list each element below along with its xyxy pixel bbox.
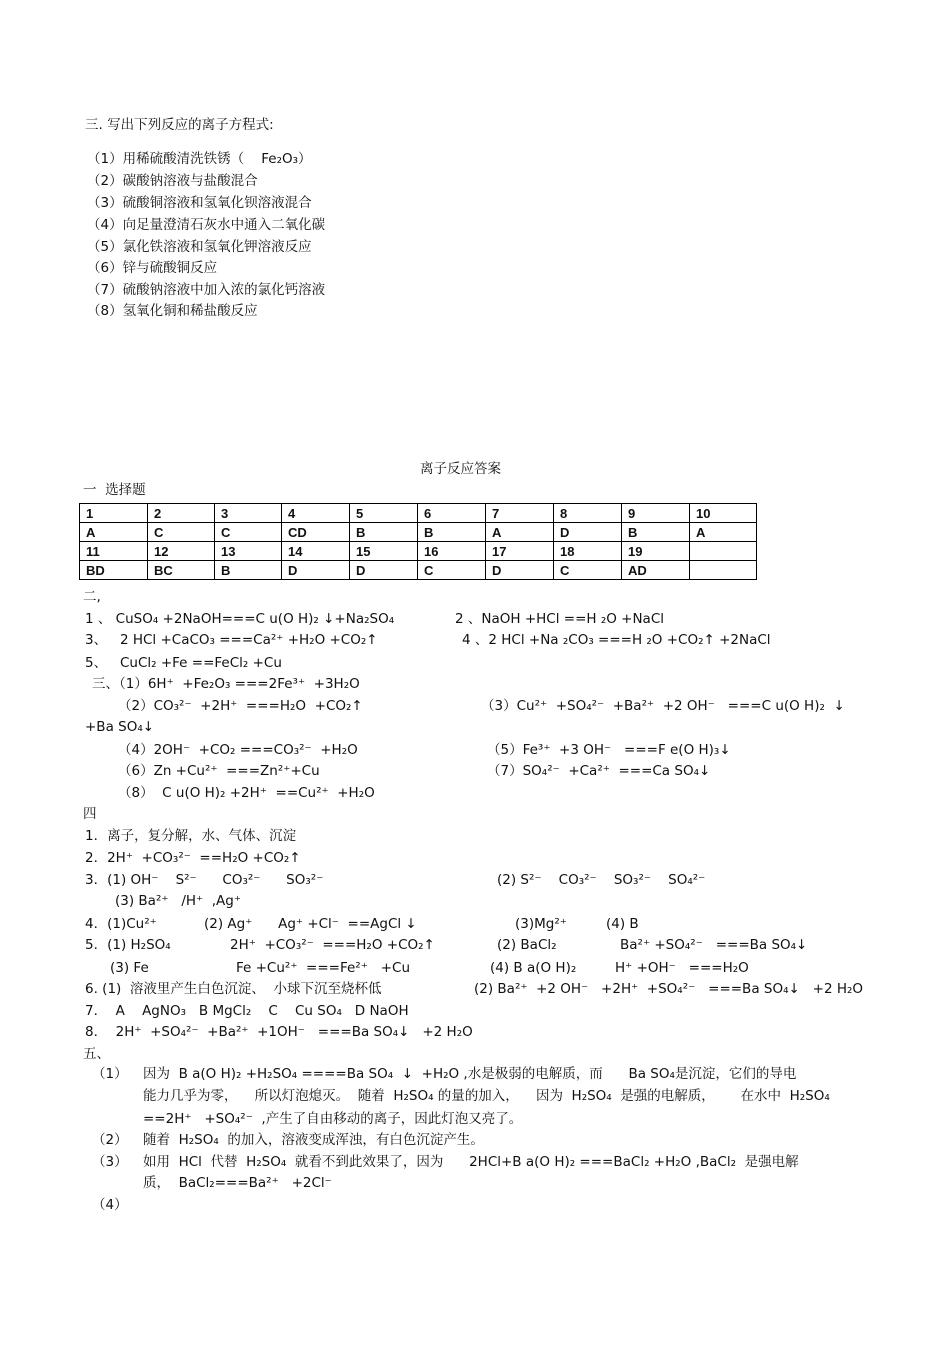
table-cell: 8	[554, 504, 622, 523]
question-item: （3）硫酸铜溶液和氢氧化钡溶液混合	[87, 195, 312, 211]
answer-line: （4）2OH⁻ +CO₂ ===CO₃²⁻ +H₂O	[118, 742, 358, 758]
answer-line: 质， BaCl₂===Ba²⁺ +2Cl⁻	[143, 1175, 332, 1191]
table-cell: 9	[622, 504, 690, 523]
table-cell: A	[486, 523, 554, 542]
answer-line: （5）Fe³⁺ +3 OH⁻ ===F e(O H)₃↓	[487, 742, 731, 758]
table-cell	[690, 542, 757, 561]
table-cell: 12	[148, 542, 215, 561]
table-cell: C	[148, 523, 215, 542]
answer-line: (4) B	[606, 916, 639, 932]
question-item: （8）氢氧化铜和稀盐酸反应	[87, 303, 258, 319]
answer-line: 2H⁺ +CO₃²⁻ ===H₂O +CO₂↑	[230, 937, 435, 953]
answer-line: （4）	[92, 1197, 128, 1213]
answer-line: （2）	[92, 1132, 128, 1148]
answer-line: (3) Ba²⁺ /H⁺ ,Ag⁺	[115, 893, 241, 909]
answer-line: (2) BaCl₂	[497, 937, 557, 953]
answer-line: H⁺ +OH⁻ ===H₂O	[615, 960, 749, 976]
answer-line: (3)Mg²⁺	[515, 916, 567, 932]
answer-line: （7）SO₄²⁻ +Ca²⁺ ===Ca SO₄↓	[487, 763, 711, 779]
table-cell: B	[350, 523, 418, 542]
section-heading: 四	[83, 806, 97, 822]
question-item: （1）用稀硫酸清洗铁锈（ Fe₂O₃）	[87, 151, 312, 167]
answer-line: (2) Ag⁺ Ag⁺ +Cl⁻ ==AgCl ↓	[204, 916, 417, 932]
table-cell: 1	[80, 504, 148, 523]
answer-line: 5、 CuCl₂ +Fe ==FeCl₂ +Cu	[85, 655, 282, 671]
answer-line: Ba²⁺ +SO₄²⁻ ===Ba SO₄↓	[620, 937, 808, 953]
table-cell: 7	[486, 504, 554, 523]
answer-line: （6）Zn +Cu²⁺ ===Zn²⁺+Cu	[118, 763, 320, 779]
table-cell: AD	[622, 561, 690, 580]
answer-line: 3、 2 HCl +CaCO₃ ===Ca²⁺ +H₂O +CO₂↑	[85, 632, 378, 648]
table-cell: D	[486, 561, 554, 580]
table-cell: D	[554, 523, 622, 542]
table-cell: A	[80, 523, 148, 542]
table-cell: 11	[80, 542, 148, 561]
answer-line: （3）	[92, 1154, 128, 1170]
table-cell	[690, 561, 757, 580]
answer-line: 随着 H₂SO₄ 的加入，溶液变成浑浊，有白色沉淀产生。	[143, 1132, 484, 1148]
table-cell: 15	[350, 542, 418, 561]
answer-line: 三、（1）6H⁺ +Fe₂O₃ ===2Fe³⁺ +3H₂O	[92, 676, 360, 692]
table-cell: D	[282, 561, 350, 580]
answer-line: 2 、NaOH +HCl ==H ₂O +NaCl	[455, 611, 665, 627]
answers-title: 离子反应答案	[420, 461, 501, 477]
answer-line: 6. (1) 溶液里产生白色沉淀、 小球下沉至烧杯低	[85, 981, 382, 997]
table-cell: 16	[418, 542, 486, 561]
table-cell: 18	[554, 542, 622, 561]
answer-line: 4 、2 HCl +Na ₂CO₃ ===H ₂O +CO₂↑ +2NaCl	[462, 632, 771, 648]
question-item: （7）硫酸钠溶液中加入浓的氯化钙溶液	[87, 282, 326, 298]
answer-line: （1）	[92, 1066, 128, 1082]
answer-line: 1 、 CuSO₄ +2NaOH===C u(O H)₂ ↓+Na₂SO₄	[85, 611, 395, 627]
table-row	[80, 561, 757, 580]
answer-line: 7． A AgNO₃ B MgCl₂ C Cu SO₄ D NaOH	[85, 1003, 409, 1019]
section-heading: 二,	[83, 589, 101, 605]
table-cell: 17	[486, 542, 554, 561]
answer-line: ==2H⁺ +SO₄²⁻ ,产生了自由移动的离子，因此灯泡又亮了。	[143, 1111, 523, 1127]
section-heading: 五、	[83, 1046, 110, 1062]
answer-line: 4．(1)Cu²⁺	[85, 916, 157, 932]
answer-line: 1．离子，复分解，水、气体、沉淀	[85, 828, 297, 844]
answer-line: Fe +Cu²⁺ ===Fe²⁺ +Cu	[236, 960, 411, 976]
section-choice-heading: 一 选择题	[83, 482, 146, 498]
answer-line: 2．2H⁺ +CO₃²⁻ ==H₂O +CO₂↑	[85, 850, 301, 866]
table-cell: B	[418, 523, 486, 542]
answer-line: (4) B a(O H)₂	[490, 960, 577, 976]
table-row	[80, 504, 757, 523]
table-cell: D	[350, 561, 418, 580]
table-cell: 10	[690, 504, 757, 523]
table-cell: 4	[282, 504, 350, 523]
table-cell: 2	[148, 504, 215, 523]
table-cell: 19	[622, 542, 690, 561]
table-cell: 5	[350, 504, 418, 523]
table-cell: CD	[282, 523, 350, 542]
table-cell: B	[622, 523, 690, 542]
table-row	[80, 542, 757, 561]
answer-line: 能力几乎为零， 所以灯泡熄灭。 随着 H₂SO₄ 的量的加入， 因为 H₂SO₄ 是强的电解质， 在水中 H₂SO₄	[143, 1088, 830, 1104]
table-cell: B	[215, 561, 282, 580]
table-cell: C	[418, 561, 486, 580]
table-cell: C	[554, 561, 622, 580]
table-row	[80, 523, 757, 542]
answer-line: (3) Fe	[110, 960, 149, 976]
answer-line: 8． 2H⁺ +SO₄²⁻ +Ba²⁺ +1OH⁻ ===Ba SO₄↓ +2 H₂O	[85, 1024, 473, 1040]
table-cell: BD	[80, 561, 148, 580]
table-cell: A	[690, 523, 757, 542]
table-cell: 3	[215, 504, 282, 523]
question-item: （4）向足量澄清石灰水中通入二氧化碳	[87, 217, 326, 233]
answer-line: 3．(1) OH⁻ S²⁻ CO₃²⁻ SO₃²⁻	[85, 872, 324, 888]
answer-line: （3）Cu²⁺ +SO₄²⁻ +Ba²⁺ +2 OH⁻ ===C u(O H)₂ ↓	[481, 698, 845, 714]
questions-heading: 三. 写出下列反应的离子方程式:	[85, 117, 274, 133]
question-item: （5）氯化铁溶液和氢氧化钾溶液反应	[87, 239, 312, 255]
question-item: （6）锌与硫酸铜反应	[87, 260, 218, 276]
table-cell: 14	[282, 542, 350, 561]
answer-line: （2）CO₃²⁻ +2H⁺ ===H₂O +CO₂↑	[118, 698, 363, 714]
answer-line: (2) S²⁻ CO₃²⁻ SO₃²⁻ SO₄²⁻	[497, 872, 706, 888]
answer-line: 因为 B a(O H)₂ +H₂SO₄ ====Ba SO₄ ↓ +H₂O ,水是极弱的电解质，而 Ba SO₄是沉淀，它们的导电	[143, 1066, 797, 1082]
question-item: （2）碳酸钠溶液与盐酸混合	[87, 173, 258, 189]
answer-line: (2) Ba²⁺ +2 OH⁻ +2H⁺ +SO₄²⁻ ===Ba SO₄↓ +2 H₂O	[474, 981, 864, 997]
table-cell: 6	[418, 504, 486, 523]
answer-line: （8） C u(O H)₂ +2H⁺ ==Cu²⁺ +H₂O	[118, 785, 375, 801]
answer-line: 5．(1) H₂SO₄	[85, 937, 171, 953]
table-cell: BC	[148, 561, 215, 580]
answer-table	[79, 503, 757, 580]
answer-line: 如用 HCl 代替 H₂SO₄ 就看不到此效果了，因为 2HCl+B a(O H)₂ ===BaCl₂ +H₂O ,BaCl₂ 是强电解	[143, 1154, 799, 1170]
table-cell: C	[215, 523, 282, 542]
table-cell: 13	[215, 542, 282, 561]
answer-line: +Ba SO₄↓	[85, 719, 155, 735]
